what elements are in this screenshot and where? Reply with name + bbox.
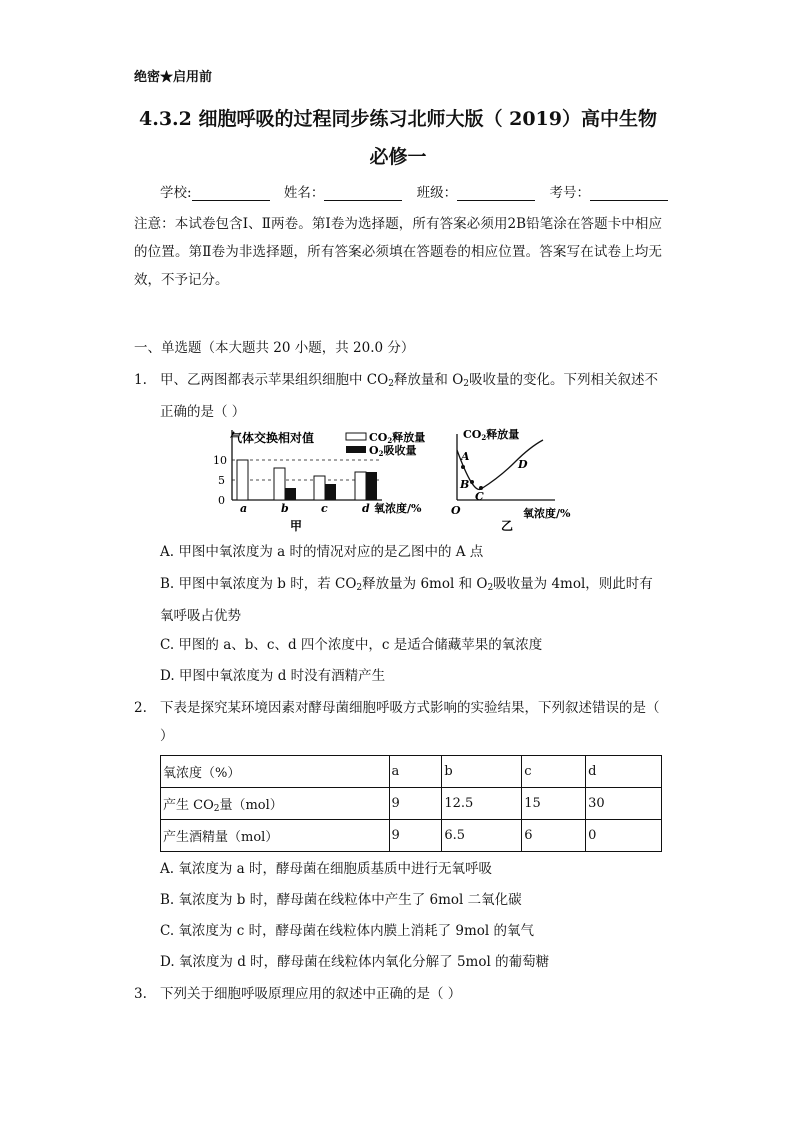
bar-co2-c <box>314 476 325 500</box>
point-c-label: C <box>475 490 484 503</box>
xtick-a: a <box>240 502 248 515</box>
class-blank[interactable] <box>457 188 535 201</box>
exam-notice: 注意：本试卷包含Ⅰ、Ⅱ两卷。第Ⅰ卷为选择题，所有答案必须用2B铅笔涂在答题卡中相应的位置。第Ⅱ卷为非选择题，所有答案必须填在答题卷的相应位置。答案写在试卷上均无效，不予记分。 <box>134 216 662 288</box>
y-axis-label: 气体交换相对值 <box>230 431 315 445</box>
table-row <box>161 820 662 852</box>
number-blank[interactable] <box>590 188 668 201</box>
xtick-d: d <box>362 502 370 515</box>
cell-text: 量（mol） <box>219 797 283 813</box>
q1-opt-b-part: 吸收量为 4mol，则此时有氧呼吸占优势 <box>160 576 653 624</box>
subscript: 2 <box>463 379 470 389</box>
bar-o2-d <box>366 472 377 500</box>
point-b-label: B <box>460 478 470 491</box>
point-b-dot <box>470 480 474 484</box>
ytick-5: 5 <box>218 474 225 487</box>
y-axis-label: CO2释放量 <box>463 428 520 442</box>
table-cell: a <box>389 756 442 788</box>
question-number: 3. <box>134 986 147 1002</box>
q2-option-a[interactable]: A. 氧浓度为 a 时，酵母菌在细胞质基质中进行无氧呼吸 <box>160 861 492 877</box>
page-title: 4.3.2 细胞呼吸的过程同步练习北师大版（ 2019）高中生物必修一 <box>138 108 657 168</box>
legend-o2-swatch <box>346 446 366 453</box>
school-label: 学校: <box>160 185 192 201</box>
experiment-table <box>160 755 662 852</box>
subscript: 2 <box>213 803 220 814</box>
q1-opt-b-part: B. 甲图中氧浓度为 b 时，若 CO <box>160 576 357 592</box>
table-cell: c <box>522 756 586 788</box>
cell-text: 产生 CO <box>163 797 214 813</box>
table-row <box>161 788 662 820</box>
section-heading: 一、单选题（本大题共 20 小题，共 20.0 分） <box>134 340 415 356</box>
ytick-10: 10 <box>213 454 227 467</box>
xtick-b: b <box>281 502 289 515</box>
q2-option-b[interactable]: B. 氧浓度为 b 时，酵母菌在线粒体中产生了 6mol 二氧化碳 <box>160 892 522 908</box>
q1-text-part: 释放量和 O <box>393 372 464 388</box>
subscript: 2 <box>356 583 363 593</box>
q1-opt-b-part: 释放量为 6mol 和 O <box>362 576 488 592</box>
subscript: 2 <box>388 379 394 389</box>
bar-co2-a <box>237 460 248 500</box>
confidential-mark: 绝密★启用前 <box>134 70 213 85</box>
q2-option-d[interactable]: D. 氧浓度为 d 时，酵母菌在线粒体内氧化分解了 5mol 的葡萄糖 <box>160 954 550 970</box>
point-d-label: D <box>518 458 528 471</box>
legend-o2-label: O2吸收量 <box>369 444 417 458</box>
table-cell: 6.5 <box>442 820 522 852</box>
question-text: 下列关于细胞呼吸原理应用的叙述中正确的是（ ） <box>160 986 462 1002</box>
table-cell: d <box>586 756 662 788</box>
number-label: 考号： <box>549 185 590 201</box>
table-cell <box>161 788 390 820</box>
q1-option-c[interactable]: C. 甲图的 a、b、c、d 四个浓度中，c 是适合储藏苹果的氧浓度 <box>160 637 543 653</box>
q2-option-c[interactable]: C. 氧浓度为 c 时，酵母菌在线粒体内膜上消耗了 9mol 的氧气 <box>160 923 534 939</box>
table-row <box>161 756 662 788</box>
name-blank[interactable] <box>324 188 402 201</box>
co2-curve <box>457 440 543 490</box>
bar-o2-b <box>285 488 296 500</box>
subscript: 2 <box>487 583 494 593</box>
table-cell: 15 <box>522 788 586 820</box>
student-info-line <box>160 181 678 201</box>
table-cell: b <box>442 756 522 788</box>
table-cell: 9 <box>389 788 442 820</box>
x-axis-label: 氧浓度/% <box>523 507 571 520</box>
school-blank[interactable] <box>192 188 270 201</box>
legend-co2-label: CO2释放量 <box>369 431 426 445</box>
x-axis-label: 氧浓度/% <box>374 502 422 515</box>
legend-co2-swatch <box>346 433 366 440</box>
bar-group <box>237 460 377 515</box>
bar-co2-d <box>355 472 366 500</box>
question-number: 2. <box>134 700 147 716</box>
chart-jia <box>210 422 440 534</box>
chart-yi <box>445 422 605 534</box>
table-cell: 30 <box>586 788 662 820</box>
bar-o2-c <box>325 484 336 500</box>
q1-text-part: 吸收量的变化。下列相关叙述不正确的是（ ） <box>160 372 659 420</box>
table-cell: 产生酒精量（mol） <box>161 820 390 852</box>
ytick-0: 0 <box>218 494 225 507</box>
table-cell: 12.5 <box>442 788 522 820</box>
class-label: 班级： <box>416 185 458 201</box>
q1-text-part: 甲、乙两图都表示苹果组织细胞中 CO <box>160 372 389 388</box>
q1-option-b[interactable] <box>160 570 662 630</box>
bar-co2-b <box>274 468 285 500</box>
point-a-label: A <box>461 450 470 463</box>
chart-name-yi: 乙 <box>501 519 514 533</box>
table-cell: 氧浓度（%） <box>161 756 390 788</box>
table-cell: 9 <box>389 820 442 852</box>
xtick-c: c <box>321 502 328 515</box>
origin-label: O <box>451 504 461 517</box>
point-a-dot <box>461 465 465 469</box>
question-number: 1. <box>134 372 147 388</box>
question-text <box>160 366 662 426</box>
table-cell: 0 <box>586 820 662 852</box>
q1-option-a[interactable]: A. 甲图中氧浓度为 a 时的情况对应的是乙图中的 A 点 <box>160 544 484 560</box>
name-label: 姓名： <box>283 185 325 201</box>
question-text: 下表是探究某环境因素对酵母菌细胞呼吸方式影响的实验结果，下列叙述错误的是（ ） <box>160 700 660 744</box>
table-cell: 6 <box>522 820 586 852</box>
q1-option-d[interactable]: D. 甲图中氧浓度为 d 时没有酒精产生 <box>160 668 386 684</box>
chart-name-jia: 甲 <box>290 519 303 533</box>
